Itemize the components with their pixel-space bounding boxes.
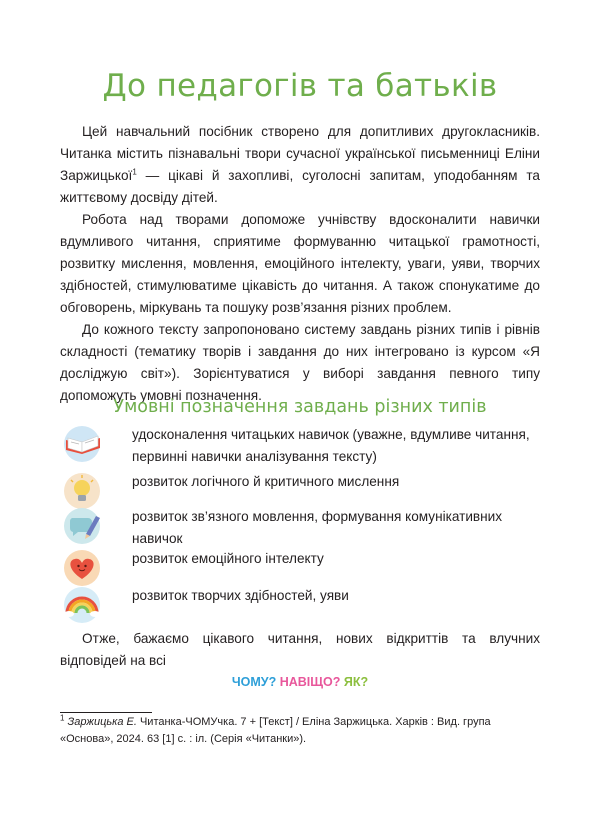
question-what-for: НАВІЩО? — [279, 675, 341, 689]
question-why: ЧОМУ? — [231, 675, 277, 689]
legend-item-text: розвиток логічного й критичного мислення — [132, 474, 400, 489]
lightbulb-icon — [60, 471, 110, 511]
closing-paragraph: Отже, бажаємо цікавого читання, нових відкриттів та влучних відповідей на всі — [60, 631, 540, 668]
questions-line — [0, 675, 600, 689]
legend-heading: Умовні позначення завдань різних типів — [113, 397, 487, 417]
legend-item-text: удосконалення читацьких навичок (уважне, вдумливе читання, первинні навички аналізування тексту) — [132, 427, 530, 464]
question-how: ЯК? — [343, 675, 369, 689]
footnote-text: Читанка-ЧОМУчка. 7 + [Текст] / Еліна Заржицька. Харків : Вид. група «Основа», 2024. 63 [1] с. : іл. (Серія «Читанки»). — [60, 716, 491, 745]
legend-item-text: розвиток емоційного інтелекту — [132, 551, 324, 566]
footnote-author: Заржицька Е. — [67, 716, 137, 728]
intro-paragraph-1-text: Цей навчальний посібник створено для допитливих другокласників. Читанка містить пізнавальні твори сучасної української письменниці Еліни Заржицької — [60, 124, 540, 183]
intro-paragraph-2: Робота над творами допоможе учнівству вдосконалити навички вдумливого читання, сприятиме формуванню читацької грамотності, розвитку мислення, мовлення, емоційного інтелекту, уваги, уяви, творчих здібностей, стимулюватиме цікавість до читання. А також спонукатиме до обговорень, міркувань та пошуку розв’язання різних проблем. — [60, 212, 540, 315]
rainbow-icon — [60, 585, 110, 625]
footnote — [60, 714, 540, 748]
page-title: До педагогів та батьків — [102, 68, 498, 104]
pencil-speech-icon — [60, 506, 110, 546]
book-icon — [60, 424, 110, 464]
legend-item-text: розвиток творчих здібностей, уяви — [132, 588, 349, 603]
intro-paragraph-1 — [60, 121, 540, 209]
footnote-divider — [60, 712, 152, 713]
legend-item-text: розвиток зв’язного мовлення, формування комунікативних навичок — [132, 509, 503, 546]
closing-text — [60, 628, 540, 672]
footnote-marker: 1 — [132, 167, 137, 177]
heart-icon — [60, 548, 110, 588]
intro-paragraph-1-rest: — цікаві й захопливі, суголосні запитам, уподобанням та життєвому досвіду дітей. — [60, 168, 540, 205]
footnote-number: 1 — [60, 713, 65, 723]
intro-text — [60, 121, 540, 407]
intro-paragraph-3: До кожного тексту запропоновано систему завдань різних типів і рівнів складності (тематику творів і завдання до них інтегровано із курсом «Я досліджую світ»). Зорієнтуватися у виборі завдання певного типу допоможуть умовні позначення. — [60, 322, 540, 403]
